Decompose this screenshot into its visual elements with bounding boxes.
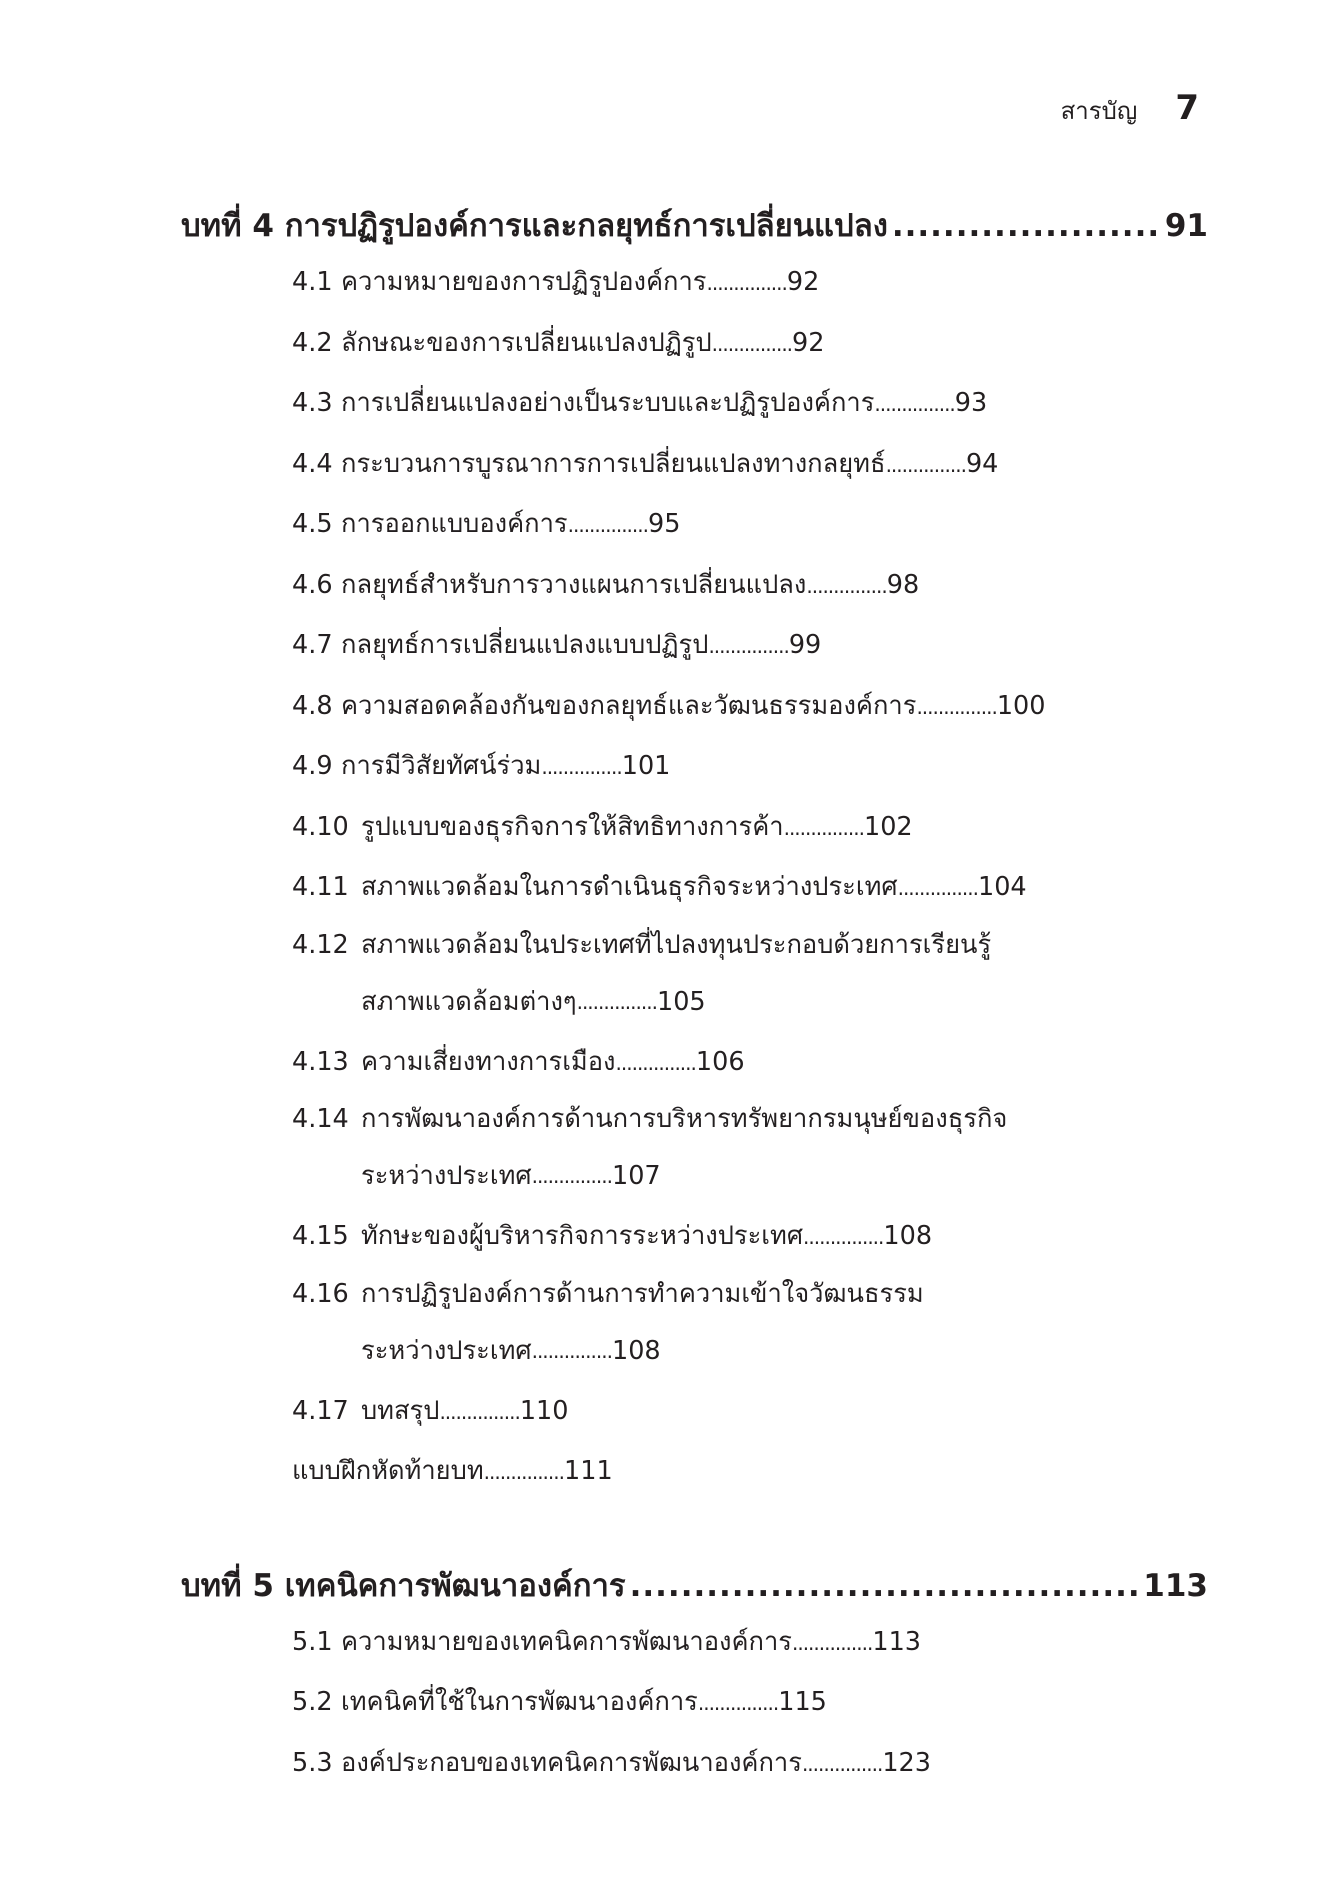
entry-page: 92 — [792, 327, 825, 358]
dot-leader — [630, 1568, 1140, 1604]
entry-page: 105 — [656, 986, 706, 1017]
toc-entry[interactable] — [292, 918, 1208, 1032]
toc-entry[interactable] — [292, 555, 1208, 616]
toc-entry[interactable] — [292, 615, 1208, 676]
toc-entry[interactable] — [292, 1267, 1208, 1381]
toc-entry-exercises[interactable] — [292, 1441, 1208, 1502]
dot-leader: ............... — [885, 452, 966, 477]
chapter-page: 113 — [1143, 1567, 1208, 1604]
dot-leader: ............... — [531, 1164, 612, 1188]
entry-number: 4.2 — [292, 327, 333, 358]
dot-leader: ............... — [483, 1460, 564, 1484]
dot-leader: ............... — [439, 1399, 520, 1424]
entry-title-continued: สภาพแวดล้อมต่างๆ — [361, 986, 577, 1017]
entry-page: 92 — [786, 267, 820, 297]
entry-number: 4.16 — [292, 1278, 349, 1309]
entry-page: 108 — [883, 1221, 933, 1251]
entry-page: 104 — [977, 872, 1027, 902]
table-of-contents — [181, 200, 1208, 1793]
dot-leader: ............... — [897, 876, 978, 900]
entry-number: 4.9 — [292, 751, 333, 781]
dot-leader: ............... — [708, 634, 789, 658]
toc-entry[interactable] — [292, 1672, 1208, 1733]
dot-leader — [892, 208, 1161, 244]
toc-entry[interactable] — [292, 676, 1208, 737]
entry-number: 5.2 — [292, 1687, 333, 1717]
dot-leader: ............... — [874, 392, 955, 416]
chapter-spacer — [181, 1502, 1208, 1560]
entry-title-continued: ระหว่างประเทศ — [361, 1335, 532, 1366]
header-label: สารบัญ — [1060, 97, 1138, 125]
chapter-title: บทที่ 4 การปฏิรูปองค์การและกลยุทธ์การเปลี่ยนแปลง — [181, 208, 888, 244]
entry-page: 113 — [872, 1626, 922, 1657]
entry-page: 107 — [611, 1161, 661, 1191]
toc-entry[interactable] — [292, 1092, 1208, 1206]
toc-entry[interactable] — [292, 1206, 1208, 1267]
entry-number: 4.7 — [292, 630, 333, 660]
entry-page: 99 — [788, 630, 822, 660]
dot-leader: ............... — [706, 271, 787, 295]
toc-entry[interactable] — [292, 1032, 1208, 1093]
dot-leader: ............... — [801, 1751, 883, 1776]
dot-leader: ............... — [803, 1225, 884, 1249]
chapter-page: 91 — [1164, 208, 1208, 244]
entry-number: 4.4 — [292, 448, 333, 479]
running-header — [1061, 88, 1199, 130]
toc-entry[interactable] — [292, 494, 1208, 555]
entry-title: แบบฝึกหัดท้ายบท — [292, 1456, 484, 1486]
entry-number: 4.6 — [292, 569, 333, 600]
entry-page: 95 — [648, 509, 681, 539]
toc-entry[interactable] — [292, 736, 1208, 797]
entry-title: รูปแบบของธุรกิจการให้สิทธิทางการค้า — [361, 811, 784, 842]
entry-title: ความหมายของเทคนิคการพัฒนาองค์การ — [341, 1626, 792, 1657]
entry-number: 4.5 — [292, 509, 333, 539]
toc-entry[interactable] — [292, 1733, 1208, 1794]
entry-title: การปฏิรูปองค์การด้านการทำความเข้าใจวัฒนธรรม — [361, 1278, 924, 1309]
entry-page: 100 — [996, 690, 1046, 721]
entry-title: กลยุทธ์สำหรับการวางแผนการเปลี่ยนแปลง — [341, 569, 807, 600]
entry-page: 123 — [882, 1747, 931, 1778]
toc-entry[interactable] — [292, 857, 1208, 918]
toc-entry[interactable] — [292, 313, 1208, 374]
entry-title: ทักษะของผู้บริหารกิจการระหว่างประเทศ — [361, 1221, 804, 1251]
entry-title: กลยุทธ์การเปลี่ยนแปลงแบบปฏิรูป — [341, 630, 709, 660]
entry-number: 5.1 — [292, 1626, 333, 1657]
entry-title: ลักษณะของการเปลี่ยนแปลงปฏิรูป — [341, 327, 712, 358]
entry-title: สภาพแวดล้อมในการดำเนินธุรกิจระหว่างประเทศ — [361, 872, 898, 902]
entry-title: บทสรุป — [361, 1395, 440, 1426]
entry-page: 93 — [954, 388, 988, 418]
chapter-title: บทที่ 5 เทคนิคการพัฒนาองค์การ — [181, 1567, 626, 1604]
chapter-heading-5[interactable] — [181, 1560, 1208, 1612]
dot-leader: ............... — [615, 1050, 696, 1075]
entry-title: สภาพแวดล้อมในประเทศที่ไปลงทุนประกอบด้วยการเรียนรู้ — [361, 929, 992, 960]
entry-number: 4.1 — [292, 267, 333, 297]
entry-page: 94 — [965, 448, 999, 479]
dot-leader: ............... — [567, 513, 648, 537]
toc-entry[interactable] — [292, 434, 1208, 495]
entry-number: 4.17 — [292, 1395, 349, 1426]
dot-leader: ............... — [697, 1691, 779, 1715]
dot-leader: ............... — [783, 815, 864, 840]
toc-entry[interactable] — [292, 1381, 1208, 1442]
entry-page: 98 — [886, 569, 920, 600]
dot-leader: ............... — [541, 755, 622, 779]
entry-page: 115 — [778, 1687, 827, 1717]
toc-entry[interactable] — [292, 797, 1208, 858]
entry-number: 4.11 — [292, 872, 349, 902]
dot-leader: ............... — [791, 1630, 873, 1655]
entry-number: 4.15 — [292, 1221, 349, 1251]
entry-page: 101 — [621, 751, 671, 781]
entry-number: 4.12 — [292, 929, 349, 960]
entry-number: 4.10 — [292, 811, 349, 842]
entry-title-continued: ระหว่างประเทศ — [361, 1161, 532, 1191]
entry-title: ความสอดคล้องกันของกลยุทธ์และวัฒนธรรมองค์การ — [341, 690, 917, 721]
entry-title: กระบวนการบูรณาการการเปลี่ยนแปลงทางกลยุทธ์ — [341, 448, 886, 479]
dot-leader: ............... — [806, 573, 887, 598]
entry-title: ความเสี่ยงทางการเมือง — [361, 1046, 616, 1077]
entry-number: 4.8 — [292, 690, 333, 721]
entry-page: 108 — [611, 1335, 661, 1366]
entry-title: ความหมายของการปฏิรูปองค์การ — [341, 267, 707, 297]
entry-title: องค์ประกอบของเทคนิคการพัฒนาองค์การ — [341, 1747, 802, 1778]
dot-leader: ............... — [711, 331, 793, 356]
toc-entry[interactable] — [292, 373, 1208, 434]
dot-leader: ............... — [531, 1338, 612, 1363]
toc-entry[interactable] — [292, 1612, 1208, 1673]
entry-number: 4.14 — [292, 1104, 349, 1134]
entry-number: 5.3 — [292, 1747, 333, 1778]
chapter-heading-4[interactable] — [181, 200, 1208, 252]
entry-page: 111 — [564, 1456, 613, 1486]
dot-leader: ............... — [916, 694, 997, 719]
entry-title: การออกแบบองค์การ — [341, 509, 568, 539]
entry-page: 102 — [863, 811, 913, 842]
dot-leader: ............... — [576, 989, 657, 1014]
page-number: 7 — [1175, 88, 1199, 128]
toc-entry[interactable] — [292, 252, 1208, 313]
entry-title: การมีวิสัยทัศน์ร่วม — [341, 751, 542, 781]
entry-title: การเปลี่ยนแปลงอย่างเป็นระบบและปฏิรูปองค์การ — [341, 388, 875, 418]
entry-page: 106 — [695, 1046, 745, 1077]
entry-page: 110 — [519, 1395, 569, 1426]
entry-number: 4.13 — [292, 1046, 349, 1077]
entry-title: เทคนิคที่ใช้ในการพัฒนาองค์การ — [341, 1687, 698, 1717]
entry-number: 4.3 — [292, 388, 333, 418]
entry-title: การพัฒนาองค์การด้านการบริหารทรัพยากรมนุษย์ของธุรกิจ — [361, 1104, 1008, 1134]
